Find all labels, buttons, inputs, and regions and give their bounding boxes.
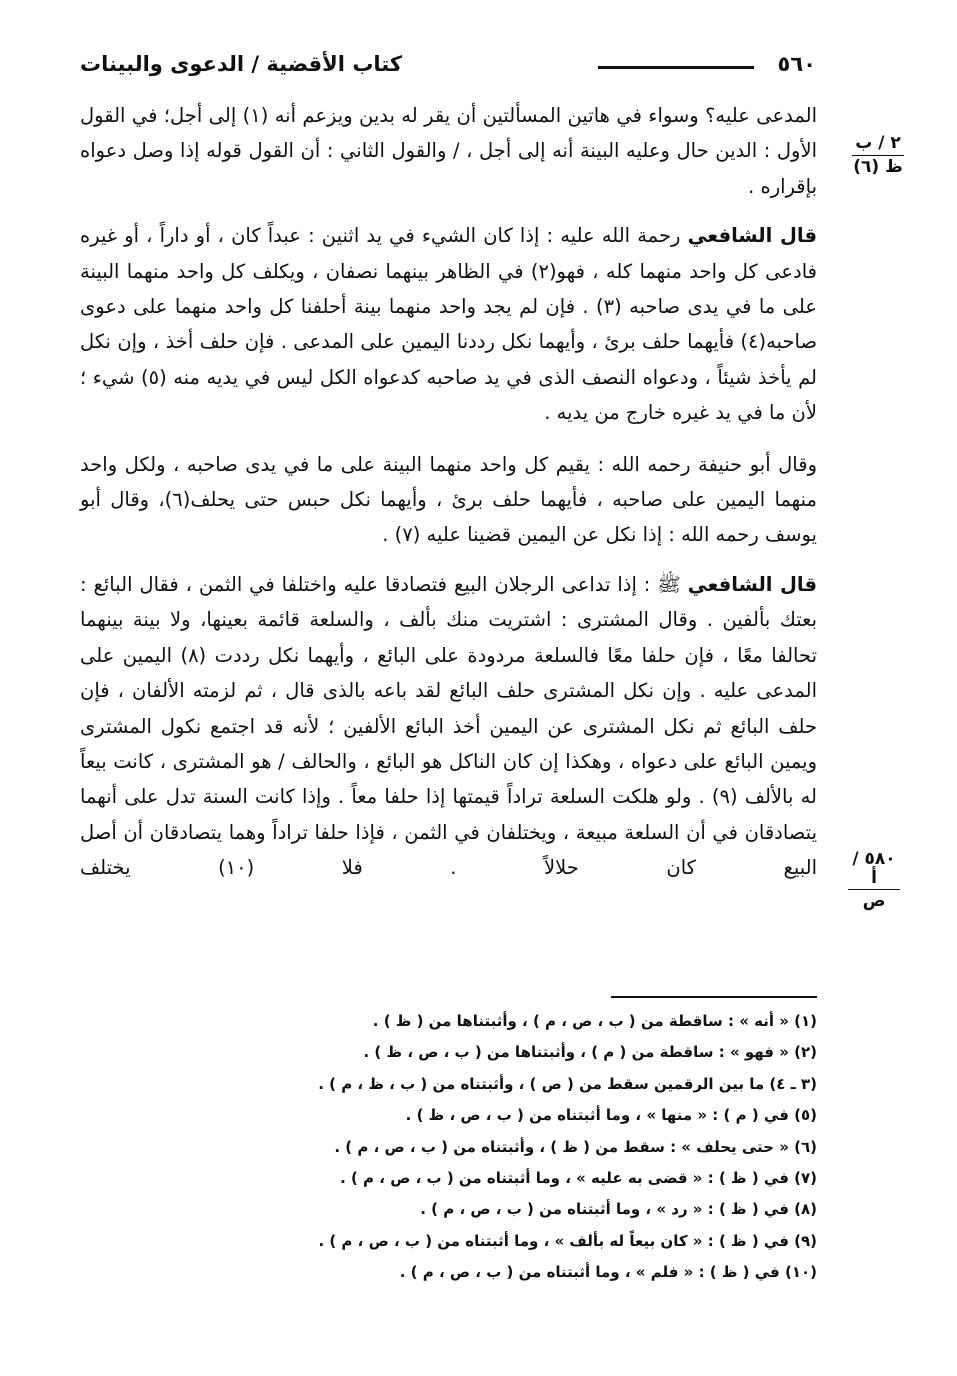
- paragraph: وقال أبو حنيفة رحمه الله : يقيم كل واحد منهما البينة على ما في يدى صاحبه ، ولكل واحد منهما اليمين على صاحبه ، فأيهما حلف برئ ، وأيهما نكل حبس حتى يحلف(٦)، وقال أبو يوسف رحمه الله : إذا نكل عن اليمين قضينا عليه (٧) .: [80, 452, 817, 547]
- footnotes: [80, 1006, 817, 1289]
- paragraph: [80, 218, 817, 430]
- running-title: كتاب الأقضية / الدعوى والبينات: [80, 52, 403, 76]
- footnote: (٢) « فهو » : ساقطة من ( م ) ، وأثبتناها من ( ب ، ص ، ظ ) .: [363, 1043, 817, 1062]
- speaker-label: قال الشافعي: [687, 572, 817, 596]
- margin-note-manuscript-ref: [836, 850, 912, 911]
- page-number: ٥٦٠: [777, 52, 816, 76]
- margin-note-folio: ٥٨٠ / أ: [848, 850, 900, 890]
- footnote: (٧) في ( ظ ) : « قضى به عليه » ، وما أثبتناه من ( ب ، ص ، م ) .: [340, 1169, 817, 1188]
- footnote: (٥) في ( م ) : « منها » ، وما أثبتناه من ( ب ، ص ، ظ ) .: [405, 1106, 817, 1125]
- footnote: (١٠) في ( ظ ) : « فلم » ، وما أثبتناه من ( ب ، ص ، م ) .: [399, 1263, 817, 1282]
- paragraph: المدعى عليه؟ وسواء في هاتين المسألتين أن يقر له بدين ويزعم أنه (١) إلى أجل؛ في القول الأول : الدين حال وعليه البينة أنه إلى أجل ، / والقول الثاني : أن القول قوله إذا وصل دعواه بإقراره .: [80, 104, 817, 198]
- paragraph-text: رحمة الله عليه : إذا كان الشيء في يد اثنين : عبداً كان ، أو داراً ، أو غيره فادعى كل واحد منهما كله ، فهو(٢) في الظاهر بينهما نصفان ، ويكلف كل واحد منهما البينة على ما في يدى صاحبه (٣) . فإن لم يجد واحد منهما بينة أحلفنا كل واحد منهما على دعوى صاحبه(٤) فأيهما حلف برئ ، وأيهما نكل رددنا اليمين على المدعى . فإن حلف أخذ ، وإن نكل لم يأخذ شيئاً ، ودعواه النصف الذى في يد صاحبه كدعواه الكل ليس في يديه منه (٥) شيء ؛ لأن ما في يد غيره خارج من يديه .: [80, 224, 817, 425]
- footnote: (٨) في ( ظ ) : « رد » ، وما أثبتناه من ( ب ، ص ، م ) .: [420, 1200, 817, 1219]
- header-rule: [598, 66, 754, 69]
- footnote: (٦) « حتى يحلف » : سقط من ( ظ ) ، وأثبتناه من ( ب ، ص ، م ) .: [334, 1137, 817, 1156]
- footnote: (١) « أنه » : ساقطة من ( ب ، ص ، م ) ، وأثبتناها من ( ظ ) .: [372, 1012, 817, 1030]
- page-header: [80, 50, 816, 90]
- speaker-label: قال الشافعي: [687, 224, 817, 248]
- paragraph-text: ﷺ : إذا تداعى الرجلان البيع فتصادقا عليه واختلفا في الثمن ، فقال البائع : بعتك بألفين . وقال المشترى : اشتريت منك بألف ، والسلعة قائمة بعينها، ولا بينة بينهما تحالفا معًا ، فإن حلفا معًا فالسلعة مردودة على البائع ، وأيهما نكل رددت (٨) اليمين على المدعى عليه . وإن نكل المشترى حلف البائع لقد باعه بالذى قال ، ثم لزمته الألفان ، فإن حلف البائع ثم نكل المشترى عن اليمين أخذ البائع الألفين ؛ لأنه قد اجتمع نكول المشترى ويمين البائع على دعواه ، وهكذا إن كان الناكل هو البائع ، والحالف / هو المشترى ، كانت بيعاً له بالألف (٩) . ولو هلكت السلعة تراداً قيمتها إذا حلفا معاً . وإذا كانت السنة تدل على أنهما يتصادقان في أن السلعة مبيعة ، ويختلفان في الثمن ، فإذا حلفا تراداً وهما يتصادقان أن أصل البيع كان حلالاً . فلا (١٠) يختلف: [80, 572, 817, 880]
- footnote-separator: [611, 996, 817, 998]
- margin-note-manuscript-ref: [840, 134, 916, 176]
- footnote: (٣ ـ ٤) ما بين الرقمين سقط من ( ص ) ، وأثبتناه من ( ب ، ظ ، م ) .: [318, 1074, 817, 1093]
- paragraph: [80, 567, 817, 886]
- margin-note-source: ص: [862, 891, 886, 912]
- main-text: [80, 98, 817, 886]
- footnote: (٩) في ( ظ ) : « كان بيعاً له بألف » ، وما أثبتناه من ( ب ، ص ، م ) .: [318, 1231, 817, 1250]
- margin-note-source: ظ (٦): [853, 156, 903, 177]
- margin-note-folio: ٢ / ب: [852, 134, 904, 156]
